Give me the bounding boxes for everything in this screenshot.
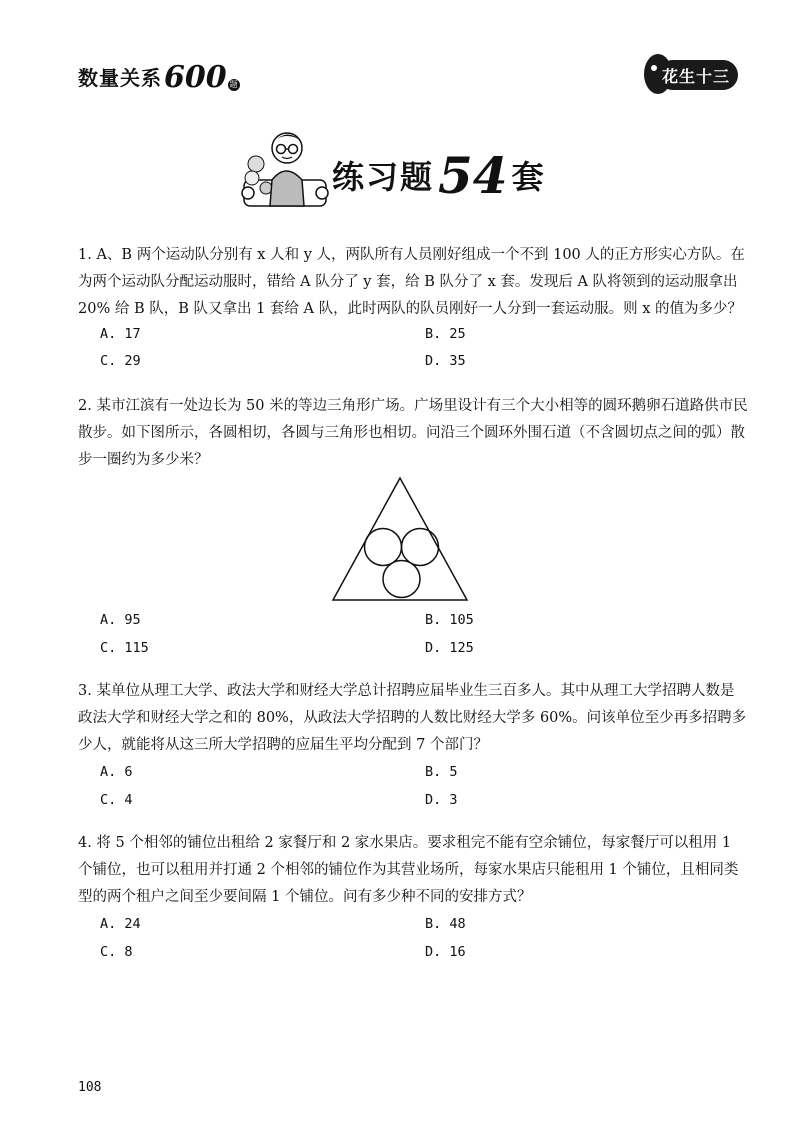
brand-name: 花生十三	[662, 67, 731, 86]
question-body: 某市江滨有一处边长为 50 米的等边三角形广场。广场里设计有三个大小相等的圆环鹅卵石道路供市民散步。如下图所示，各圆相切，各圆与三角形也相切。问沿三个圆环外围石道（不含圆切点之间的弧）散步一圈约为多少米？	[78, 398, 748, 468]
option-d[interactable]: D. 3	[425, 792, 458, 808]
question-body: 将 5 个相邻的铺位出租给 2 家餐厅和 2 家水果店。要求租完不能有空余铺位，每家餐厅可以租用 1 个铺位，也可以租用并打通 2 个相邻的铺位作为其营业场所，每家水果店只能租用 1 个铺位，且相同类型的两个租户之间至少要间隔 1 个铺位。问有多少种不同的安排方式？	[78, 835, 739, 905]
section-title-number: 54	[438, 146, 508, 205]
section-title-prefix: 练习题	[332, 158, 435, 196]
book-title: 数量关系	[78, 66, 162, 90]
question-body: A、B 两个运动队分别有 x 人和 y 人，两队所有人员刚好组成一个不到 100 人的正方形实心方队。在为两个运动队分配运动服时，错给 A 队分了 y 套，给 B 队分了 x 套。发现后 A 队将领到的运动服拿出 20% 给 B 队，B 队又拿出 1 套给 A 队，此时两队的队员刚好一人分到一套运动服。则 x 的值为多少？	[78, 247, 745, 317]
option-c[interactable]: C. 4	[100, 792, 133, 808]
option-a[interactable]: A. 17	[100, 326, 141, 342]
triangle-circles-diagram	[330, 476, 470, 604]
option-b[interactable]: B. 25	[425, 326, 466, 342]
question-text	[78, 678, 748, 759]
option-c[interactable]: C. 8	[100, 944, 133, 960]
option-d[interactable]: D. 16	[425, 944, 466, 960]
question-number: 2.	[78, 398, 92, 414]
question-4	[78, 830, 748, 911]
question-1	[78, 242, 748, 323]
page-number: 108	[78, 1080, 102, 1095]
option-c[interactable]: C. 115	[100, 640, 149, 656]
question-3	[78, 678, 748, 759]
question-text	[78, 830, 748, 911]
option-d[interactable]: D. 125	[425, 640, 474, 656]
question-number: 3.	[78, 683, 92, 699]
question-number: 4.	[78, 835, 92, 851]
question-number: 1.	[78, 247, 92, 263]
section-title	[332, 146, 546, 205]
question-2	[78, 393, 748, 474]
brand-logo	[640, 50, 740, 98]
book-number: 600	[164, 60, 227, 95]
option-d[interactable]: D. 35	[425, 353, 466, 369]
section-title-suffix: 套	[511, 158, 546, 196]
option-a[interactable]: A. 24	[100, 916, 141, 932]
section-header	[240, 122, 560, 222]
question-text	[78, 393, 748, 474]
book-suffix: 题	[229, 80, 238, 89]
option-b[interactable]: B. 48	[425, 916, 466, 932]
question-text	[78, 242, 748, 323]
question-body: 某单位从理工大学、政法大学和财经大学总计招聘应届毕业生三百多人。其中从理工大学招聘人数是政法大学和财经大学之和的 80%，从政法大学招聘的人数比财经大学多 60%。问该单位至少再多招聘多少人，就能将从这三所大学招聘的应届生平均分配到 7 个部门？	[78, 683, 747, 753]
book-header	[78, 60, 240, 95]
option-c[interactable]: C. 29	[100, 353, 141, 369]
mascot-illustration-icon	[240, 122, 330, 217]
option-b[interactable]: B. 105	[425, 612, 474, 628]
option-a[interactable]: A. 95	[100, 612, 141, 628]
option-a[interactable]: A. 6	[100, 764, 133, 780]
option-b[interactable]: B. 5	[425, 764, 458, 780]
